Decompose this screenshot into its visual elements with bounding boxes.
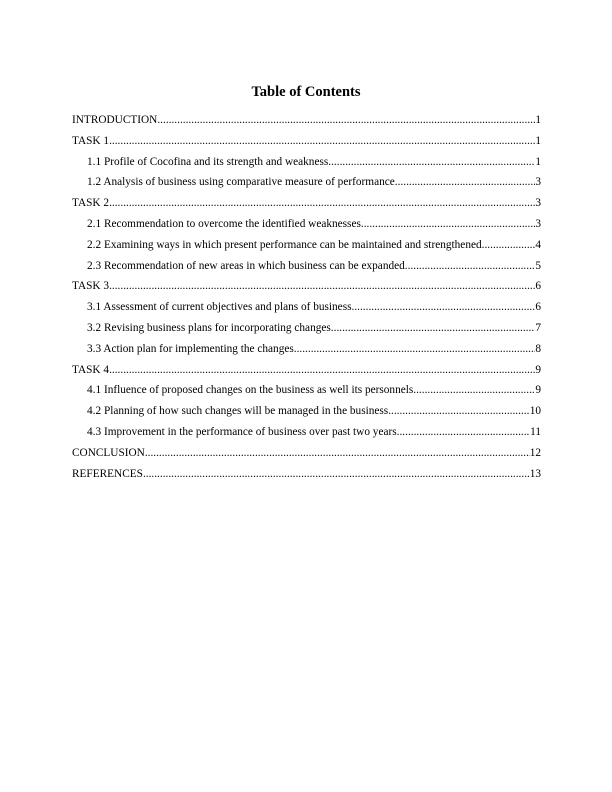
dot-leader bbox=[109, 134, 535, 148]
toc-entry-2-3[interactable] bbox=[72, 259, 541, 280]
dot-leader bbox=[294, 342, 536, 356]
toc-entry-label: TASK 3 bbox=[72, 280, 110, 293]
dot-leader bbox=[331, 321, 536, 335]
toc-title: Table of Contents bbox=[251, 84, 361, 100]
toc-page-number: 3 bbox=[535, 217, 541, 230]
toc-entry-2-2[interactable] bbox=[72, 238, 541, 259]
toc-entry-label: TASK 4 bbox=[72, 363, 110, 376]
toc-page-number: 5 bbox=[535, 259, 541, 272]
toc-entry-task-3[interactable] bbox=[72, 279, 541, 300]
dot-leader bbox=[395, 175, 536, 189]
toc-page-number: 6 bbox=[535, 280, 541, 293]
dot-leader bbox=[413, 383, 535, 397]
toc-entry-task-4[interactable] bbox=[72, 363, 541, 384]
toc-entry-label: 2.2 Examining ways in which present performance can be maintained and strengthened bbox=[87, 238, 482, 251]
toc-entry-4-3[interactable] bbox=[72, 425, 541, 446]
dot-leader bbox=[388, 404, 530, 418]
toc-entry-label: 3.2 Revising business plans for incorporating changes bbox=[87, 321, 331, 334]
dot-leader bbox=[143, 467, 530, 481]
toc-entry-label: TASK 2 bbox=[72, 197, 110, 210]
toc-entry-label: 2.1 Recommendation to overcome the identified weaknesses bbox=[87, 217, 361, 230]
dot-leader bbox=[109, 279, 535, 293]
toc-page-number: 3 bbox=[535, 176, 541, 189]
dot-leader bbox=[482, 238, 536, 252]
toc-entry-label: INTRODUCTION bbox=[72, 114, 158, 126]
toc-page-number: 9 bbox=[535, 384, 541, 397]
toc-page-number: 1 bbox=[535, 114, 541, 126]
toc-entry-4-1[interactable] bbox=[72, 383, 541, 404]
toc-entry-label: 2.3 Recommendation of new areas in which business can be expanded bbox=[87, 259, 405, 272]
dot-leader bbox=[361, 217, 535, 231]
dot-leader bbox=[397, 425, 530, 439]
toc-entry-task-1[interactable] bbox=[72, 134, 541, 155]
toc-entry-label: 4.1 Influence of proposed changes on the business as well its personnels bbox=[87, 384, 414, 397]
toc-entry-label: TASK 1 bbox=[72, 134, 110, 147]
toc-page-number: 1 bbox=[535, 134, 541, 147]
toc-entry-introduction[interactable] bbox=[72, 113, 541, 134]
toc-entry-task-2[interactable] bbox=[72, 196, 541, 217]
toc-entry-2-1[interactable] bbox=[72, 217, 541, 238]
toc-page-number: 7 bbox=[535, 321, 541, 334]
table-of-contents bbox=[72, 113, 541, 487]
toc-page-number: 3 bbox=[535, 197, 541, 210]
toc-entry-label: 3.3 Action plan for implementing the changes bbox=[87, 342, 294, 355]
toc-entry-3-1[interactable] bbox=[72, 300, 541, 321]
toc-page-number: 6 bbox=[535, 301, 541, 314]
dot-leader bbox=[405, 259, 536, 273]
toc-entry-label: 4.2 Planning of how such changes will be managed in the business bbox=[87, 405, 389, 418]
dot-leader bbox=[109, 363, 535, 377]
toc-entry-conclusion[interactable] bbox=[72, 446, 541, 467]
toc-page-number: 9 bbox=[535, 363, 541, 376]
toc-page-number: 12 bbox=[529, 446, 541, 459]
toc-entry-4-2[interactable] bbox=[72, 404, 541, 425]
toc-page-number: 13 bbox=[529, 467, 541, 480]
dot-leader bbox=[352, 300, 536, 314]
toc-entry-label: 1.1 Profile of Cocofina and its strength and weakness bbox=[87, 155, 329, 168]
toc-entry-1-1[interactable] bbox=[72, 155, 541, 176]
dot-leader bbox=[328, 155, 535, 169]
toc-page-number: 11 bbox=[530, 425, 541, 438]
toc-entry-label: CONCLUSION bbox=[72, 446, 145, 459]
toc-entry-label: 3.1 Assessment of current objectives and plans of business bbox=[87, 301, 352, 314]
toc-page-number: 4 bbox=[535, 238, 541, 251]
toc-entry-references[interactable] bbox=[72, 467, 541, 488]
dot-leader bbox=[109, 196, 535, 210]
toc-entry-1-2[interactable] bbox=[72, 175, 541, 196]
toc-entry-label: REFERENCES bbox=[72, 467, 143, 480]
toc-entry-3-3[interactable] bbox=[72, 342, 541, 363]
toc-page-number: 10 bbox=[529, 405, 541, 418]
dot-leader bbox=[145, 446, 530, 460]
toc-entry-3-2[interactable] bbox=[72, 321, 541, 342]
toc-entry-label: 4.3 Improvement in the performance of business over past two years bbox=[87, 425, 397, 438]
dot-leader bbox=[157, 113, 535, 127]
toc-page-number: 8 bbox=[535, 342, 541, 355]
toc-entry-label: 1.2 Analysis of business using comparative measure of performance bbox=[87, 176, 395, 189]
toc-page-number: 1 bbox=[535, 155, 541, 168]
